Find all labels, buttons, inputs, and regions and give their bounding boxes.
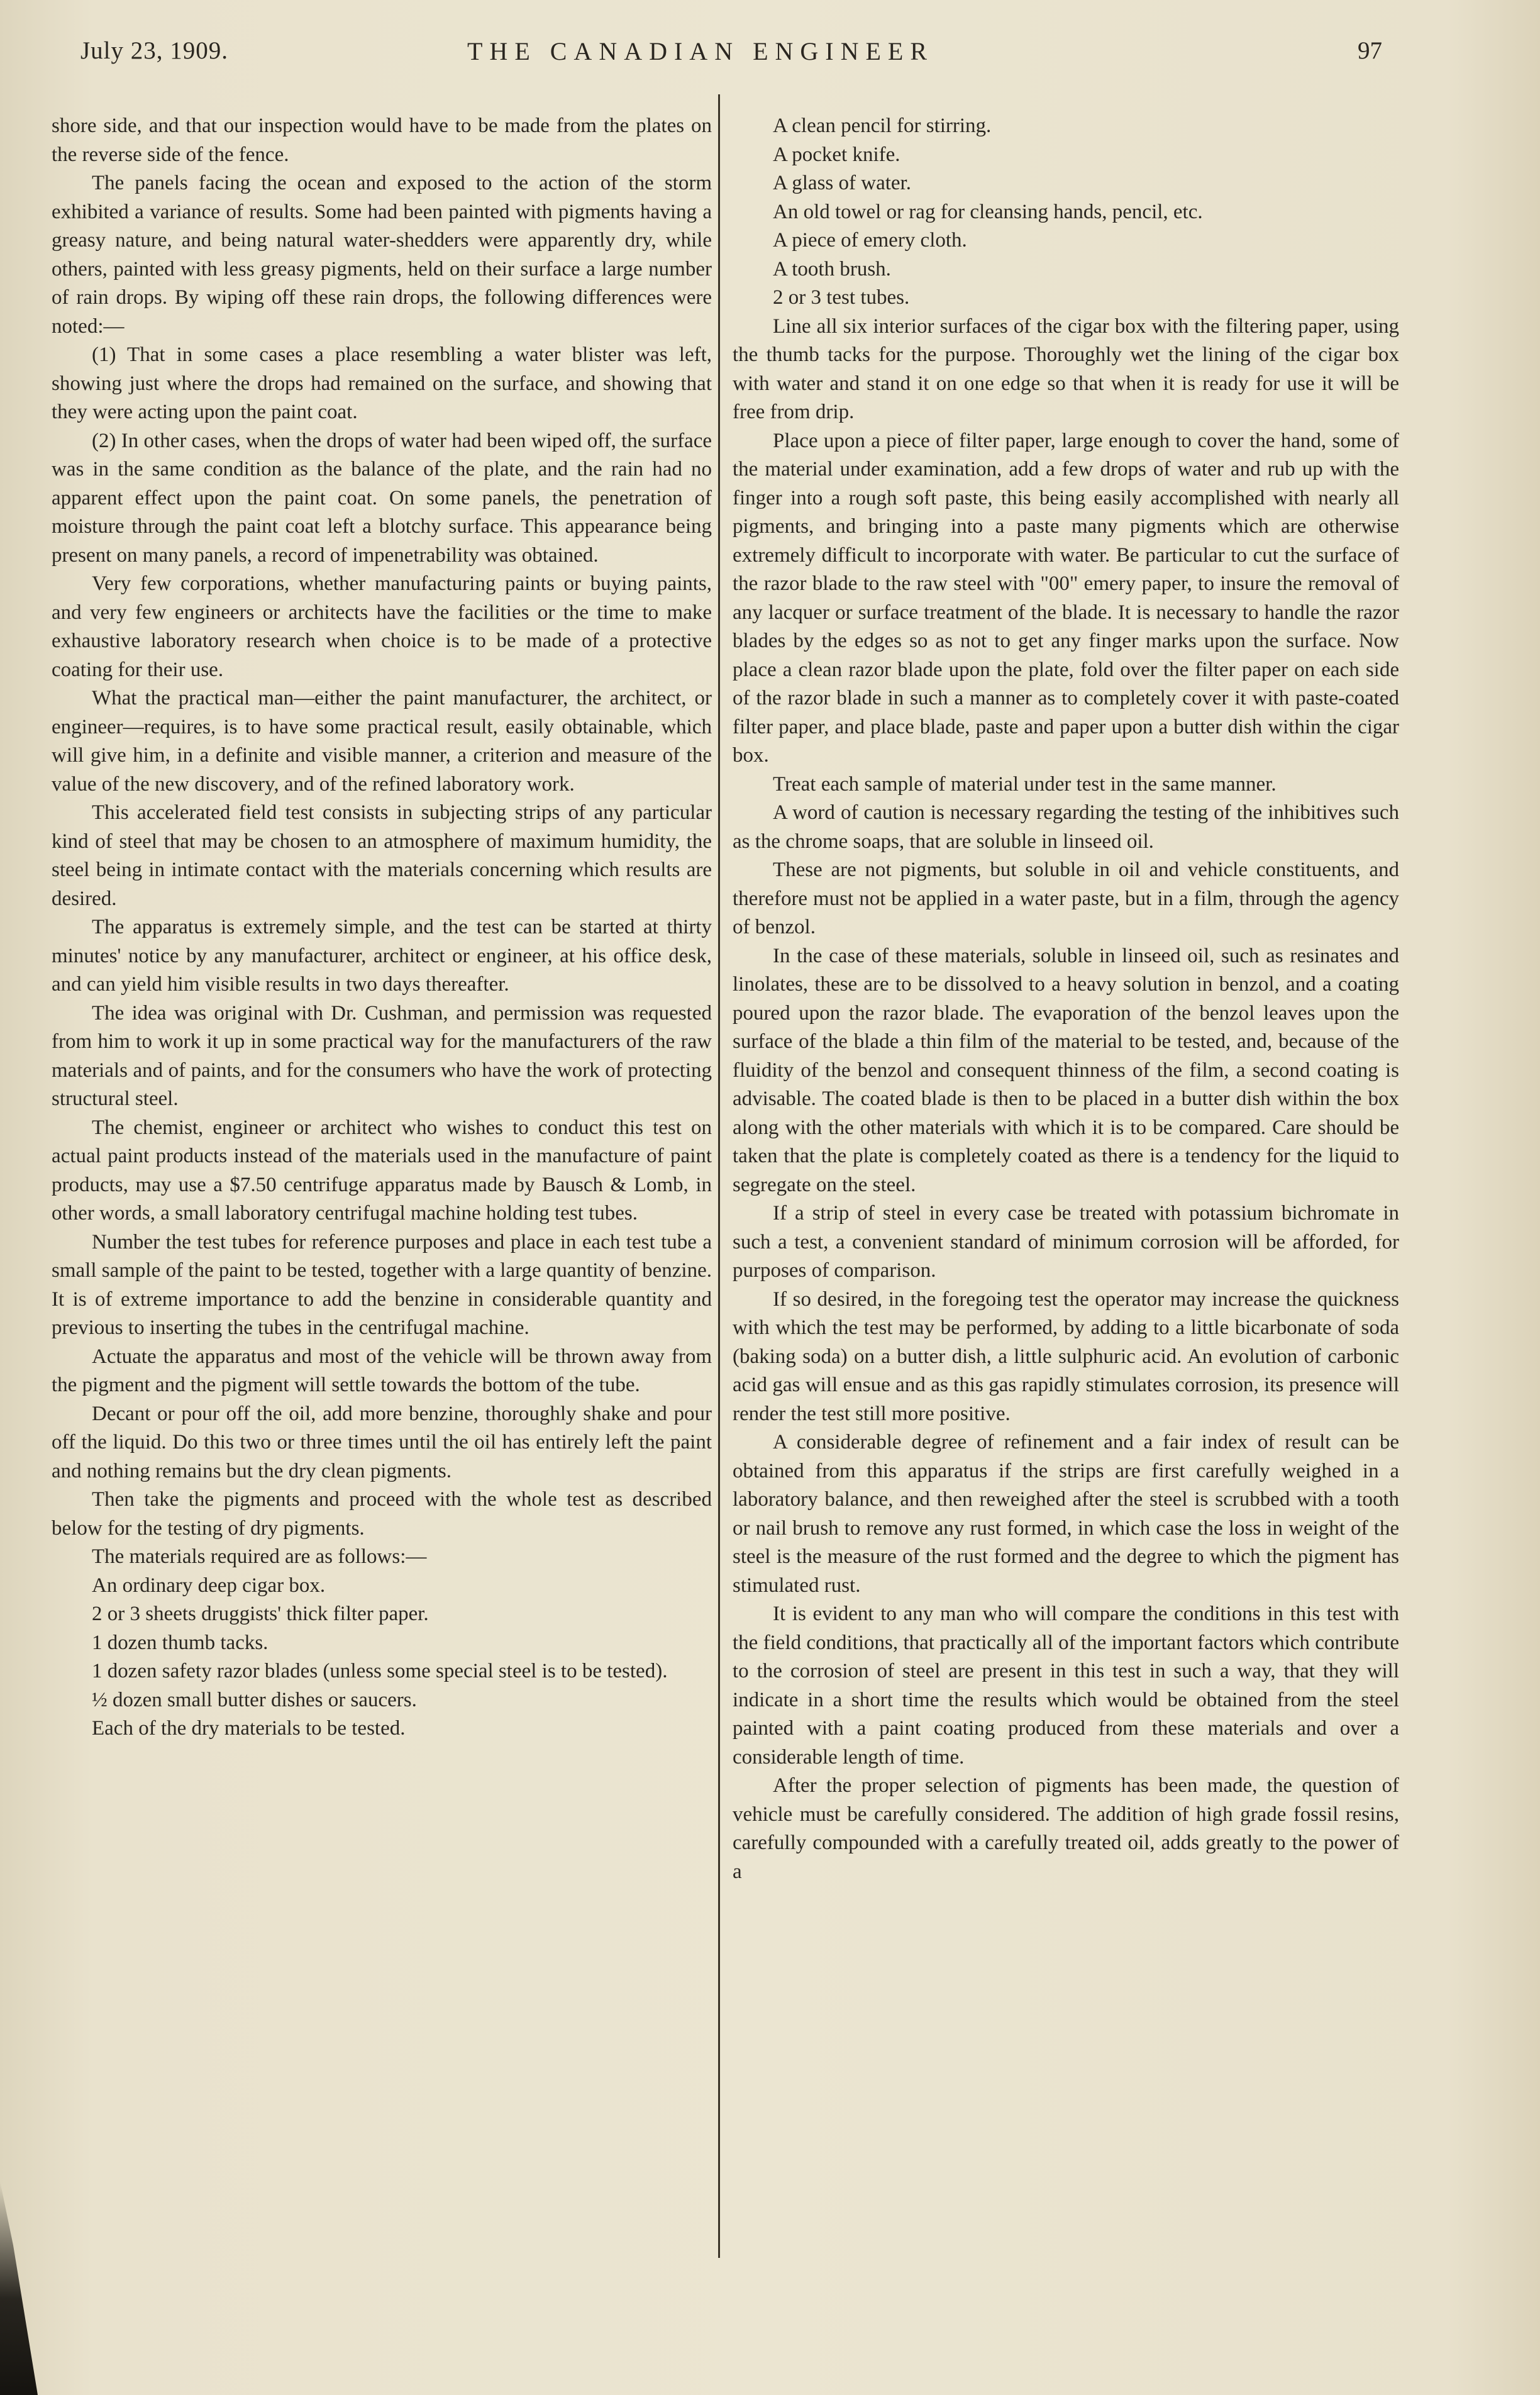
paragraph: Number the test tubes for reference purposes and place in each test tube a small sample of the paint to be tested, together with a large quantity of benzine. It is of extreme importance to add the benzine in considerable quantity and previous to inserting the tubes in the centrifugal machine. [52, 1230, 712, 1339]
materials-list-item: A piece of emery cloth. [773, 229, 967, 252]
right-column [733, 112, 1399, 1886]
materials-list-item: A clean pencil for stirring. [773, 114, 992, 137]
paragraph: A word of caution is necessary regarding the testing of the inhibitives such as the chrome soaps, that are soluble in linseed oil. [733, 801, 1399, 853]
materials-list-item: ½ dozen small butter dishes or saucers. [92, 1688, 417, 1711]
materials-list-item: An old towel or rag for cleansing hands, pencil, etc. [773, 200, 1203, 223]
running-header [80, 36, 1382, 74]
paragraph: Place upon a piece of filter paper, large enough to cover the hand, some of the material under examination, add a few drops of water and rub up with the finger into a rough soft paste, this being easily accomplished with nearly all pigments, and bringing into a paste many pigments which are otherwise extremely difficult to incorporate with water. Be particular to cut the surface of the razor blade to the raw steel with "00" emery paper, to insure the removal of any lacquer or surface treatment of the blade. It is necessary to handle the razor blades by the edges so as not to get any finger marks upon the surface. Now place a clean razor blade upon the plate, fold over the filter paper on each side of the razor blade in such a manner as to completely cover it with paste-coated filter paper, and place blade, paste and paper upon a butter dish within the cigar box. [733, 429, 1399, 767]
paragraph: (1) That in some cases a place resembling a water blister was left, showing just where the drops had remained on the surface, and showing that they were acting upon the paint coat. [52, 343, 712, 423]
left-column [52, 112, 712, 1743]
paragraph: Then take the pigments and proceed with the whole test as described below for the testing of dry pigments. [52, 1488, 712, 1540]
paragraph: This accelerated field test consists in subjecting strips of any particular kind of steel that may be chosen to an atmosphere of maximum humidity, the steel being in intimate contact with the materials concerning which results are desired. [52, 801, 712, 910]
page-edge-shadow [0, 2181, 38, 2395]
materials-list-item: 1 dozen thumb tacks. [92, 1631, 269, 1654]
materials-list-item: 2 or 3 test tubes. [773, 286, 910, 309]
paragraph: In the case of these materials, soluble in linseed oil, such as resinates and linolates, these are to be dissolved to a heavy solution in benzol, and a coating poured upon the razor blade. The evaporation of the benzol leaves upon the surface of the blade a thin film of the material to be tested, and, because of the fluidity of the benzol and consequent thinness of the film, a second coating is advisable. The coated blade is then to be placed in a butter dish within the box along with the other materials with which it is to be compared. Care should be taken that the plate is completely coated as there is a tendency for the liquid to segregate on the steel. [733, 944, 1399, 1196]
materials-list-item: A tooth brush. [773, 257, 891, 281]
paragraph: The panels facing the ocean and exposed to the action of the storm exhibited a variance of results. Some had been painted with pigments having a greasy nature, and being natural water-shedders were apparently dry, while others, painted with less greasy pigments, held on their surface a large number of rain drops. By wiping off these rain drops, the following differences were noted:— [52, 172, 712, 338]
paragraph: (2) In other cases, when the drops of water had been wiped off, the surface was in the same condition as the balance of the plate, and the rain had no apparent effect upon the paint coat. On some panels, the penetration of moisture through the paint coat left a blotchy surface. This appearance being present on many panels, a record of impenetrability was obtained. [52, 429, 712, 567]
materials-list-item: Each of the dry materials to be tested. [92, 1717, 406, 1740]
paragraph: If so desired, in the foregoing test the operator may increase the quickness with which the test may be performed, by adding to a little bicarbonate of soda (baking soda) on a butter dish, a little sulphuric acid. An evolution of carbonic acid gas will ensue and as this gas rapidly stimulates corrosion, its presence will render the test still more positive. [733, 1287, 1399, 1425]
materials-list-item: A glass of water. [773, 172, 911, 194]
journal-title: THE CANADIAN ENGINEER [467, 37, 934, 65]
paragraph: shore side, and that our inspection would have to be made from the plates on the reverse side of the fence. [52, 114, 712, 166]
paragraph: Decant or pour off the oil, add more benzine, thoroughly shake and pour off the liquid. Do this two or three times until the oil has entirely left the paint and nothing remains but the dry clean pigments. [52, 1402, 712, 1482]
paragraph: Treat each sample of material under test in the same manner. [773, 772, 1277, 796]
paragraph: A considerable degree of refinement and a fair index of result can be obtained from this apparatus if the strips are first carefully weighed in a laboratory balance, and then reweighed after the steel is scrubbed with a tooth or nail brush to remove any rust formed, in which case the loss in weight of the steel is the measure of the rust formed and the degree to which the pigment has stimulated rust. [733, 1431, 1399, 1597]
materials-list-item: A pocket knife. [773, 143, 900, 166]
paragraph: Line all six interior surfaces of the cigar box with the filtering paper, using the thumb tacks for the purpose. Thoroughly wet the lining of the cigar box with water and stand it on one edge so that when it is ready for use it will be free from drip. [733, 314, 1399, 423]
paragraph: The idea was original with Dr. Cushman, and permission was requested from him to work it up in some practical way for the manufacturers of the raw materials and of paints, and for the consumers who have the work of protecting structural steel. [52, 1001, 712, 1110]
materials-list-item: 2 or 3 sheets druggists' thick filter paper. [92, 1603, 429, 1625]
paragraph: What the practical man—either the paint manufacturer, the architect, or engineer—requires, is to have some practical result, easily obtainable, which will give him, in a definite and visible manner, a criterion and measure of the value of the new discovery, and of the refined laboratory work. [52, 687, 712, 796]
issue-date: July 23, 1909. [80, 37, 229, 64]
paragraph: Actuate the apparatus and most of the vehicle will be thrown away from the pigment and the pigment will settle towards the bottom of the tube. [52, 1345, 712, 1396]
paragraph: The materials required are as follows:— [92, 1545, 427, 1568]
column-divider [718, 94, 720, 2258]
materials-list-item: 1 dozen safety razor blades (unless some special steel is to be tested). [92, 1660, 668, 1682]
paragraph: After the proper selection of pigments has been made, the question of vehicle must be carefully considered. The addition of high grade fossil resins, carefully compounded with a carefully treated oil, adds greatly to the power of a [733, 1774, 1399, 1883]
paragraph: Very few corporations, whether manufacturing paints or buying paints, and very few engineers or architects have the facilities or the time to make exhaustive laboratory research when choice is to be made of a protective coating for their use. [52, 572, 712, 681]
paragraph: The chemist, engineer or architect who wishes to conduct this test on actual paint products instead of the materials used in the manufacture of paint products, may use a $7.50 centrifuge apparatus made by Bausch & Lomb, in other words, a small laboratory centrifugal machine holding test tubes. [52, 1116, 712, 1225]
paragraph: These are not pigments, but soluble in oil and vehicle constituents, and therefore must not be applied in a water paste, but in a film, through the agency of benzol. [733, 859, 1399, 938]
materials-list-item: An ordinary deep cigar box. [92, 1574, 326, 1597]
paragraph: If a strip of steel in every case be treated with potassium bichromate in such a test, a convenient standard of minimum corrosion will be afforded, for purposes of comparison. [733, 1202, 1399, 1282]
page-number: 97 [1358, 37, 1382, 64]
paragraph: The apparatus is extremely simple, and the test can be started at thirty minutes' notice by any manufacturer, architect or engineer, at his office desk, and can yield him visible results in two days thereafter. [52, 916, 712, 996]
paragraph: It is evident to any man who will compare the conditions in this test with the field conditions, that practically all of the important factors which contribute to the corrosion of steel are present in this test in such a way, that they will indicate in a short time the results which would be obtained from the steel painted with a paint coating produced from these materials and over a considerable length of time. [733, 1603, 1399, 1769]
